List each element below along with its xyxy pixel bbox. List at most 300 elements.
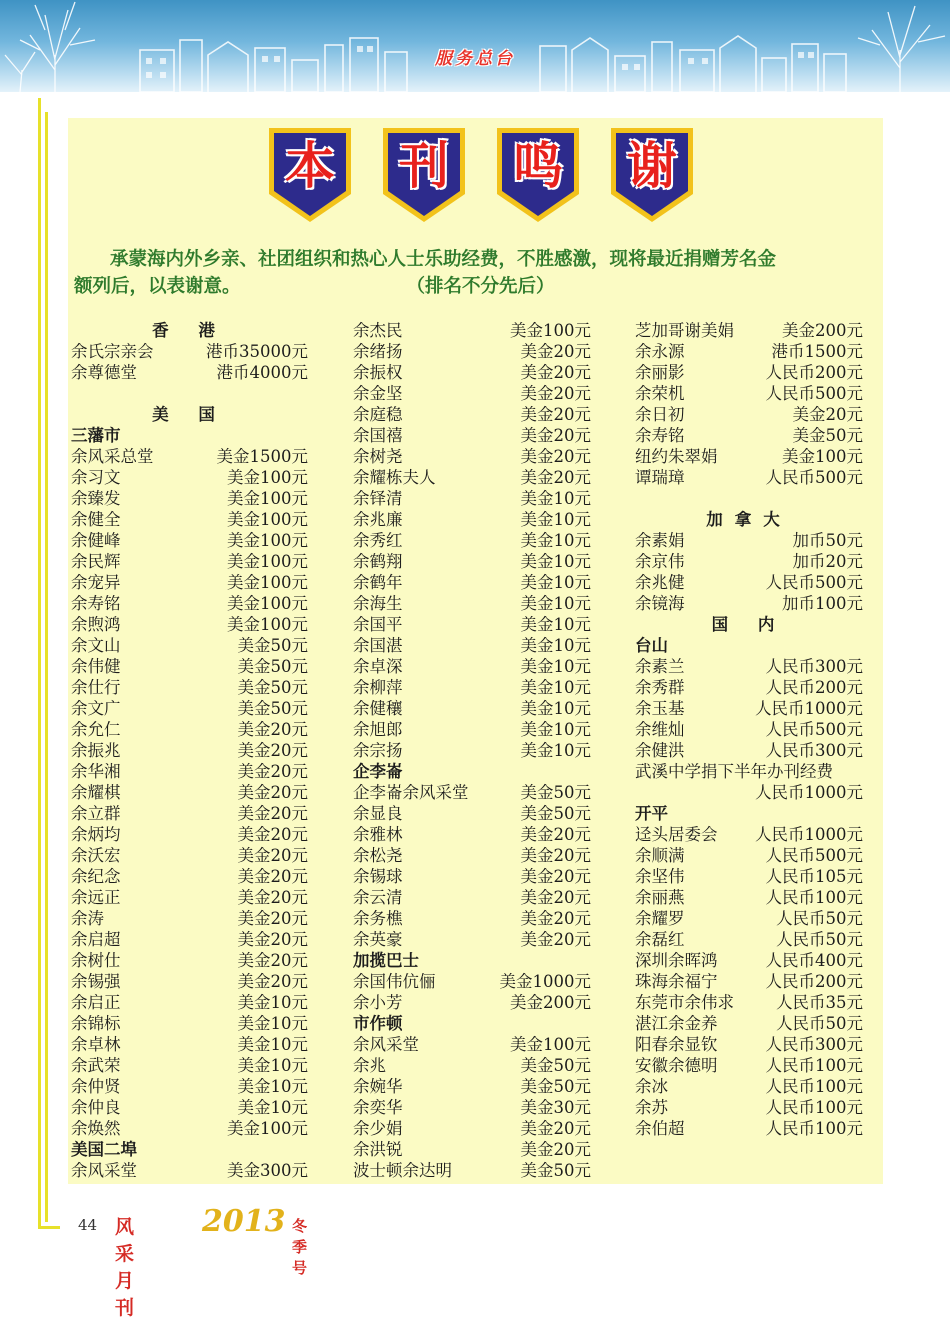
donor-row — [353, 530, 591, 551]
donation-amount: 美金50元 — [520, 804, 591, 823]
donor-row — [635, 845, 863, 866]
donor-row — [71, 761, 308, 782]
donor-row — [353, 467, 591, 488]
donor-name: 余磊红 — [635, 930, 685, 949]
ranking-note: （排名不分先后） — [406, 276, 555, 297]
donor-name: 余婉华 — [353, 1077, 403, 1096]
donor-name: 余华湘 — [71, 762, 121, 781]
donor-name: 余锦标 — [71, 1014, 121, 1033]
donation-amount: 美金100元 — [227, 531, 308, 550]
donation-amount: 美金50元 — [237, 699, 308, 718]
title-char: 本 — [285, 137, 335, 195]
donor-row — [353, 341, 591, 362]
donation-amount: 人民币500元 — [765, 720, 863, 739]
donor-name: 余健峰 — [71, 531, 121, 550]
donation-amount: 美金10元 — [520, 510, 591, 529]
donation-amount: 美金100元 — [227, 615, 308, 634]
donor-name: 余秀红 — [353, 531, 403, 550]
donor-row — [353, 488, 591, 509]
left-rule-inner — [45, 112, 48, 1222]
donation-amount: 美金20元 — [520, 363, 591, 382]
donation-amount: 人民币105元 — [765, 867, 863, 886]
donor-name: 余鹤翔 — [353, 552, 403, 571]
donor-name: 余启正 — [71, 993, 121, 1012]
donor-name: 阳春余显钦 — [635, 1035, 718, 1054]
donor-column-1 — [71, 320, 308, 1181]
donation-amount: 美金50元 — [237, 678, 308, 697]
issue-season: 冬季号 — [292, 1217, 310, 1277]
title-badge-2 — [383, 128, 465, 222]
section-title: 服务总台 — [435, 49, 515, 69]
donor-name: 余国禧 — [353, 426, 403, 445]
donor-row — [71, 467, 308, 488]
donor-row — [353, 635, 591, 656]
donation-amount: 美金20元 — [520, 909, 591, 928]
donor-row — [635, 425, 863, 446]
left-rule-outer — [38, 98, 41, 1228]
donor-name: 余习文 — [71, 468, 121, 487]
donation-amount: 美金50元 — [237, 636, 308, 655]
donation-amount: 人民币300元 — [765, 657, 863, 676]
donor-row — [353, 320, 591, 341]
donation-amount: 美金50元 — [520, 1077, 591, 1096]
donor-row — [635, 950, 863, 971]
donor-row — [71, 635, 308, 656]
city-heading: 企李崙 — [353, 762, 403, 781]
donation-amount: 美金10元 — [237, 1014, 308, 1033]
donor-row — [635, 782, 863, 803]
donation-amount: 港币4000元 — [216, 363, 308, 382]
donation-amount: 美金10元 — [520, 531, 591, 550]
donor-row — [71, 887, 308, 908]
donor-name: 余国湛 — [353, 636, 403, 655]
donation-amount: 美金20元 — [237, 909, 308, 928]
donation-amount: 美金20元 — [520, 384, 591, 403]
donor-name: 余健洪 — [635, 741, 685, 760]
donor-row — [635, 1097, 863, 1118]
donation-amount: 加币50元 — [792, 531, 863, 550]
donor-row — [353, 1055, 591, 1076]
donor-row — [635, 530, 863, 551]
region-heading: 香 港 — [152, 321, 227, 340]
donation-amount: 美金20元 — [237, 741, 308, 760]
donor-row — [353, 614, 591, 635]
donation-amount: 美金10元 — [520, 489, 591, 508]
donor-name: 余务樵 — [353, 909, 403, 928]
donor-row — [353, 1034, 591, 1055]
donation-amount: 美金10元 — [520, 552, 591, 571]
donor-name: 企李崙余风采堂 — [353, 783, 469, 802]
donor-name: 珠海余福宁 — [635, 972, 718, 991]
donor-name: 余焕然 — [71, 1119, 121, 1138]
donation-amount: 美金300元 — [227, 1161, 308, 1180]
donor-row — [635, 593, 863, 614]
donor-name: 谭瑞璋 — [635, 468, 685, 487]
donor-row — [353, 866, 591, 887]
donor-name: 余卓林 — [71, 1035, 121, 1054]
donor-name: 余锡球 — [353, 867, 403, 886]
donation-amount: 美金10元 — [520, 678, 591, 697]
donation-amount: 人民币50元 — [776, 1014, 863, 1033]
donor-row — [353, 425, 591, 446]
donor-name: 余柳萍 — [353, 678, 403, 697]
donation-amount: 美金10元 — [520, 699, 591, 718]
donor-row — [353, 551, 591, 572]
city-heading: 美国二埠 — [71, 1140, 137, 1159]
donation-amount: 美金10元 — [520, 615, 591, 634]
donor-name: 余日初 — [635, 405, 685, 424]
donation-amount: 美金100元 — [782, 447, 863, 466]
donor-row — [71, 1013, 308, 1034]
donor-name: 余耀栋夫人 — [353, 468, 436, 487]
donor-row — [71, 1076, 308, 1097]
donation-amount: 美金20元 — [520, 825, 591, 844]
donation-amount: 美金10元 — [237, 993, 308, 1012]
spacer — [635, 488, 863, 509]
donor-row — [71, 572, 308, 593]
donation-amount: 人民币500元 — [765, 846, 863, 865]
donation-amount: 美金20元 — [520, 447, 591, 466]
donation-amount: 美金100元 — [227, 552, 308, 571]
donor-name: 余奕华 — [353, 1098, 403, 1117]
donor-name: 余秀群 — [635, 678, 685, 697]
donor-name: 余健穰 — [353, 699, 403, 718]
donation-amount: 美金20元 — [792, 405, 863, 424]
donation-amount: 加币20元 — [792, 552, 863, 571]
donor-row — [635, 656, 863, 677]
donor-name: 余仲贤 — [71, 1077, 121, 1096]
donation-amount: 港币1500元 — [771, 342, 863, 361]
donor-name: 余武荣 — [71, 1056, 121, 1075]
donor-name: 余绪扬 — [353, 342, 403, 361]
donation-amount: 人民币200元 — [765, 363, 863, 382]
donor-name: 余杰民 — [353, 321, 403, 340]
donor-name: 余洪锐 — [353, 1140, 403, 1159]
donor-row — [71, 1034, 308, 1055]
donor-row — [353, 845, 591, 866]
donation-amount: 美金20元 — [237, 825, 308, 844]
donor-row — [635, 824, 863, 845]
donor-row — [635, 1118, 863, 1139]
donor-row — [71, 656, 308, 677]
donation-amount: 美金20元 — [520, 342, 591, 361]
donor-row — [353, 908, 591, 929]
donation-amount: 美金20元 — [520, 1119, 591, 1138]
donation-amount: 美金100元 — [227, 489, 308, 508]
city-heading: 台山 — [635, 636, 668, 655]
donation-amount: 美金20元 — [520, 468, 591, 487]
donor-row — [353, 740, 591, 761]
donor-row — [71, 719, 308, 740]
donor-row — [71, 803, 308, 824]
intro-line-1: 承蒙海内外乡亲、社团组织和热心人士乐助经费，不胜感激，现将最近捐赠芳名金 — [110, 249, 777, 270]
donation-amount: 美金100元 — [227, 573, 308, 592]
donor-name: 余丽影 — [635, 363, 685, 382]
donor-name: 余庭稳 — [353, 405, 403, 424]
donation-amount: 美金100元 — [510, 1035, 591, 1054]
city-heading: 三藩市 — [71, 426, 121, 445]
donor-name: 余宗扬 — [353, 741, 403, 760]
donor-name: 余镜海 — [635, 594, 685, 613]
donation-amount: 美金10元 — [237, 1077, 308, 1096]
donor-name: 余耀棋 — [71, 783, 121, 802]
donor-row — [635, 1076, 863, 1097]
donor-name: 安徽余德明 — [635, 1056, 718, 1075]
donor-name: 余伟健 — [71, 657, 121, 676]
region-heading: 国 内 — [711, 615, 787, 634]
donation-amount: 人民币200元 — [765, 678, 863, 697]
donor-name: 波士顿余达明 — [353, 1161, 452, 1180]
donor-row — [353, 992, 591, 1013]
donor-row — [71, 551, 308, 572]
donor-row — [635, 1013, 863, 1034]
donor-row — [71, 782, 308, 803]
donor-row — [353, 1139, 591, 1160]
donor-name: 迳头居委会 — [635, 825, 718, 844]
donation-amount: 人民币1000元 — [755, 825, 863, 844]
donor-name: 湛江余金养 — [635, 1014, 718, 1033]
donor-row — [353, 677, 591, 698]
donor-row — [635, 761, 863, 782]
donation-amount: 人民币100元 — [765, 1098, 863, 1117]
donor-name: 余寿铭 — [71, 594, 121, 613]
donor-name: 余铎清 — [353, 489, 403, 508]
region-heading: 加拿大 — [706, 510, 792, 529]
donor-name: 余玉基 — [635, 699, 685, 718]
donation-amount: 美金20元 — [237, 783, 308, 802]
donor-name: 余兆廉 — [353, 510, 403, 529]
donor-row — [635, 677, 863, 698]
donor-row — [353, 719, 591, 740]
title-char: 鸣 — [513, 137, 563, 195]
donor-name: 余氏宗亲会 — [71, 342, 154, 361]
donation-amount: 美金50元 — [520, 783, 591, 802]
donation-amount: 美金20元 — [237, 972, 308, 991]
donor-name: 余启超 — [71, 930, 121, 949]
donor-name: 余煦鸿 — [71, 615, 121, 634]
donation-amount: 美金10元 — [520, 657, 591, 676]
donor-name: 余素兰 — [635, 657, 685, 676]
city-heading: 市作顿 — [353, 1014, 403, 1033]
donor-row — [353, 656, 591, 677]
donor-row — [635, 992, 863, 1013]
donor-name: 余耀罗 — [635, 909, 685, 928]
donation-amount: 美金10元 — [520, 636, 591, 655]
donor-row — [71, 698, 308, 719]
donor-row — [71, 740, 308, 761]
city-heading: 开平 — [635, 804, 668, 823]
donor-row — [71, 971, 308, 992]
donation-amount: 美金50元 — [792, 426, 863, 445]
donor-name: 余涛 — [71, 909, 104, 928]
donation-amount: 美金50元 — [520, 1161, 591, 1180]
donor-name: 余雅林 — [353, 825, 403, 844]
donor-name: 余云清 — [353, 888, 403, 907]
donation-amount: 人民币35元 — [776, 993, 863, 1012]
donor-row — [71, 341, 308, 362]
donor-row — [71, 950, 308, 971]
donor-name: 纽约朱翠娟 — [635, 447, 718, 466]
donor-row — [353, 803, 591, 824]
donor-row — [353, 1076, 591, 1097]
donation-amount: 人民币1000元 — [755, 783, 863, 802]
donor-row — [635, 551, 863, 572]
donor-row — [353, 887, 591, 908]
donor-row — [353, 698, 591, 719]
donation-amount: 美金10元 — [520, 741, 591, 760]
donation-amount: 美金200元 — [510, 993, 591, 1012]
donor-row — [635, 1034, 863, 1055]
donor-name: 余允仁 — [71, 720, 121, 739]
donor-name: 余兆健 — [635, 573, 685, 592]
donation-amount: 美金20元 — [237, 930, 308, 949]
donor-row — [635, 866, 863, 887]
donor-name: 余文山 — [71, 636, 121, 655]
title-badge-1 — [269, 128, 351, 222]
donor-name: 余永源 — [635, 342, 685, 361]
donor-name: 余金坚 — [353, 384, 403, 403]
intro-line-2-text: 额列后，以表谢意。 — [74, 276, 241, 297]
spacer — [71, 383, 308, 404]
donor-row — [635, 383, 863, 404]
donor-name: 余民辉 — [71, 552, 121, 571]
donor-row — [71, 1118, 308, 1139]
donor-row — [71, 992, 308, 1013]
donor-row — [353, 929, 591, 950]
donation-amount: 人民币100元 — [765, 1077, 863, 1096]
donor-row — [353, 824, 591, 845]
donor-name: 余仲良 — [71, 1098, 121, 1117]
donor-name: 余兆 — [353, 1056, 386, 1075]
donor-name: 余素娟 — [635, 531, 685, 550]
donation-amount: 美金20元 — [237, 762, 308, 781]
issue-year: 2013 — [202, 1204, 286, 1239]
donation-amount: 美金1000元 — [499, 972, 591, 991]
donation-amount: 美金100元 — [227, 1119, 308, 1138]
donation-amount: 人民币50元 — [776, 930, 863, 949]
donor-name: 余显良 — [353, 804, 403, 823]
donor-row — [635, 446, 863, 467]
page-number: 44 — [78, 1216, 98, 1234]
donor-row — [71, 1097, 308, 1118]
donor-row — [71, 929, 308, 950]
donor-name: 深圳余晖鸿 — [635, 951, 718, 970]
donor-row — [635, 740, 863, 761]
donor-row — [353, 509, 591, 530]
donation-amount: 美金100元 — [510, 321, 591, 340]
donor-name: 芝加哥谢美娟 — [635, 321, 734, 340]
intro-line-2 — [74, 273, 880, 300]
title-char: 刊 — [399, 137, 449, 195]
donor-name: 余荣机 — [635, 384, 685, 403]
donor-row — [71, 677, 308, 698]
title-char: 谢 — [627, 137, 677, 195]
donor-row — [353, 971, 591, 992]
donor-name: 余旭郎 — [353, 720, 403, 739]
donor-row — [353, 446, 591, 467]
donor-row — [635, 929, 863, 950]
donor-name: 余海生 — [353, 594, 403, 613]
donation-amount: 美金20元 — [520, 426, 591, 445]
donation-amount: 人民币400元 — [765, 951, 863, 970]
donor-name: 余文广 — [71, 699, 121, 718]
donor-name: 余寿铭 — [635, 426, 685, 445]
donation-amount: 美金1500元 — [216, 447, 308, 466]
donation-amount: 美金200元 — [782, 321, 863, 340]
donation-amount: 美金20元 — [237, 867, 308, 886]
donation-amount: 美金10元 — [237, 1035, 308, 1054]
donor-name: 余振兆 — [71, 741, 121, 760]
donor-row — [635, 698, 863, 719]
donation-amount: 美金20元 — [237, 804, 308, 823]
donation-amount: 美金20元 — [520, 930, 591, 949]
donor-name: 余风采堂 — [353, 1035, 419, 1054]
donation-amount: 美金20元 — [520, 888, 591, 907]
donation-amount: 美金20元 — [237, 951, 308, 970]
donation-amount: 人民币500元 — [765, 468, 863, 487]
donor-row — [635, 404, 863, 425]
donor-name: 余维灿 — [635, 720, 685, 739]
donor-row — [353, 782, 591, 803]
donation-amount: 加币100元 — [782, 594, 863, 613]
donor-name: 余少娟 — [353, 1119, 403, 1138]
donation-amount: 港币35000元 — [206, 342, 308, 361]
donor-row — [635, 971, 863, 992]
donation-amount: 美金10元 — [237, 1098, 308, 1117]
donor-row — [353, 404, 591, 425]
donor-name: 余仕行 — [71, 678, 121, 697]
donor-row — [635, 320, 863, 341]
donor-row — [71, 614, 308, 635]
donor-name: 余树尧 — [353, 447, 403, 466]
donor-name: 余宠异 — [71, 573, 121, 592]
donation-amount: 美金100元 — [227, 468, 308, 487]
donor-name: 余健全 — [71, 510, 121, 529]
intro-paragraph — [74, 246, 880, 300]
donor-name: 余锡强 — [71, 972, 121, 991]
donor-row — [353, 1097, 591, 1118]
donor-name: 武溪中学捐下半年办刊经费 — [635, 762, 833, 781]
donation-amount: 美金50元 — [237, 657, 308, 676]
donor-name: 余京伟 — [635, 552, 685, 571]
region-heading: 美 国 — [152, 405, 227, 424]
donor-name: 余小芳 — [353, 993, 403, 1012]
donor-row — [71, 530, 308, 551]
donor-name: 余风采堂 — [71, 1161, 137, 1180]
donation-amount: 人民币500元 — [765, 573, 863, 592]
donation-amount: 美金20元 — [520, 867, 591, 886]
city-heading: 加揽巴士 — [353, 951, 419, 970]
donor-name: 余纪念 — [71, 867, 121, 886]
donor-name: 余沃宏 — [71, 846, 121, 865]
header-banner — [0, 0, 950, 92]
donor-row — [71, 446, 308, 467]
donation-amount: 美金20元 — [237, 846, 308, 865]
donor-column-3 — [635, 320, 863, 1139]
donor-row — [635, 908, 863, 929]
donor-row — [71, 488, 308, 509]
donor-name: 余苏 — [635, 1098, 668, 1117]
donor-name: 余英豪 — [353, 930, 403, 949]
donor-row — [353, 362, 591, 383]
donor-name: 余振权 — [353, 363, 403, 382]
donor-row — [353, 572, 591, 593]
donation-amount: 人民币300元 — [765, 741, 863, 760]
donor-name: 余冰 — [635, 1077, 668, 1096]
title-badge-4 — [611, 128, 693, 222]
donor-row — [635, 1055, 863, 1076]
donor-row — [635, 572, 863, 593]
